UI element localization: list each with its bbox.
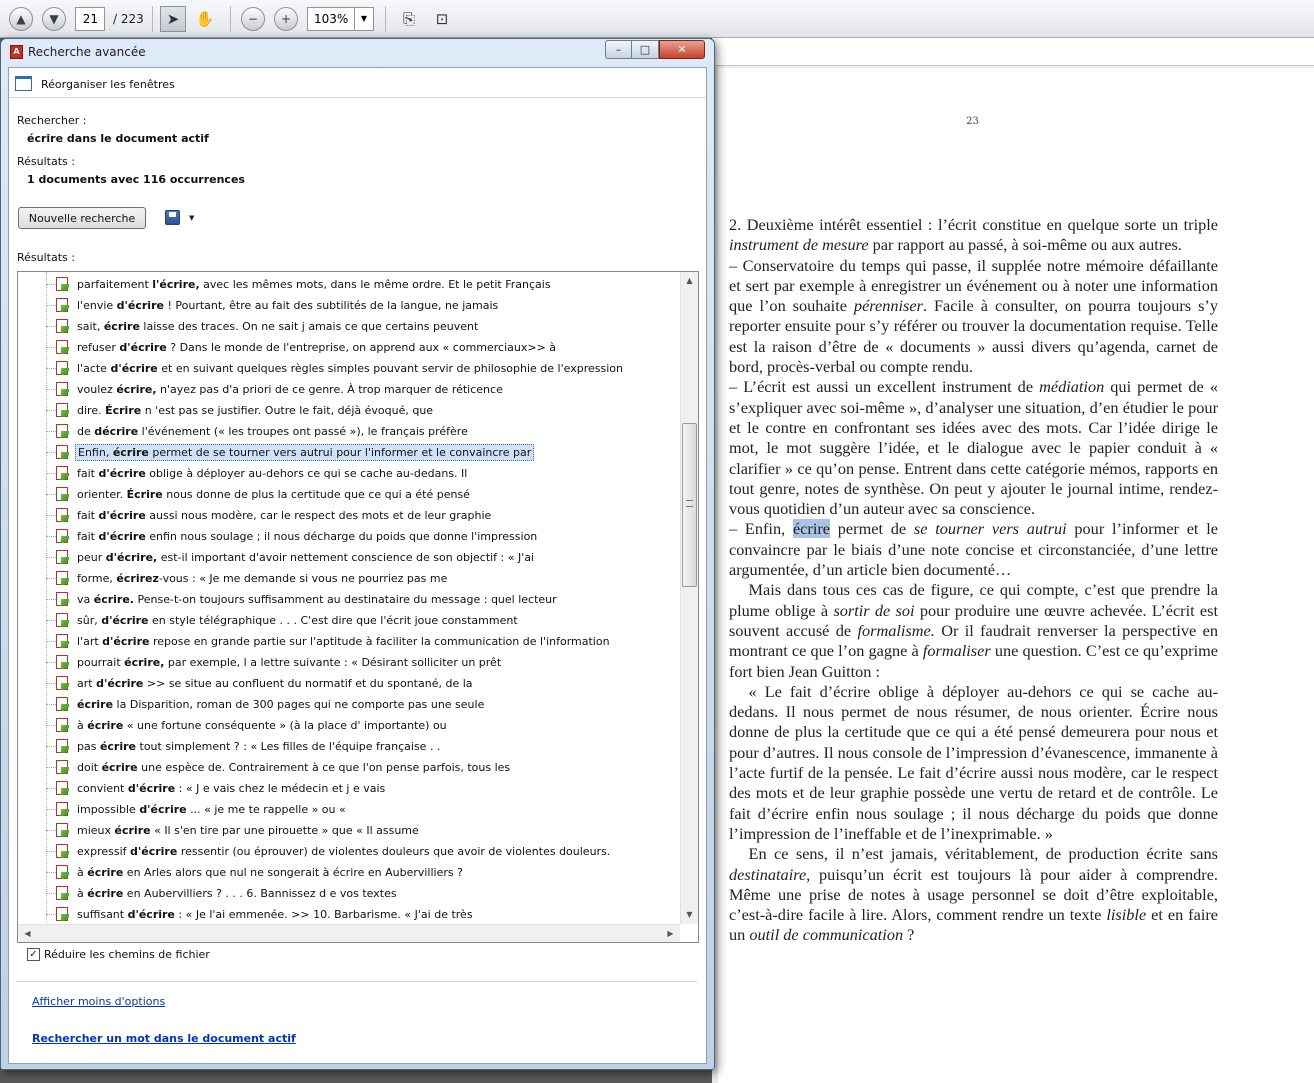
text-run: instrument de mesure	[729, 235, 869, 255]
result-text	[75, 571, 449, 586]
result-match: écrire	[87, 887, 124, 900]
result-text	[75, 655, 503, 670]
result-match: Écrire	[105, 404, 142, 417]
result-match: d'écrire,	[105, 551, 158, 564]
result-context-after: n 'est pas se justifier. Outre le fait, déjà évoqué, que	[141, 404, 434, 417]
result-match: d'écrire	[116, 299, 164, 312]
result-row[interactable]	[46, 379, 676, 400]
zoom-input[interactable]: 103%	[307, 7, 355, 31]
page-text	[729, 215, 1218, 946]
result-row[interactable]	[46, 358, 676, 379]
result-context-after: ! Pourtant, être au fait des subtilités de la langue, ne jamais	[163, 299, 499, 312]
text-run: « Le fait d’écrire oblige à déployer au-dehors ce qui se cache au-dedans. Il nous permet de nous résumer, de nous orienter. Écrire nous donne de plus la certitude que ce qui a été pensé demeurera pour nous et pour d’autres. Il nous console de l’impression d’évanescence, immanente à l’acte furtif de la pensée. Le fait d’écrire aussi nous modère, car le respect des mots et de leur graphie possède une vertu de retard et de contrôle. Le fait d’écrire enfin nous soulage ; il nous décharge du poids que donne l’impression de l’ineffable et de l’inexprimable. »	[729, 681, 1218, 843]
pdf-result-icon	[55, 529, 69, 544]
result-text	[75, 886, 399, 901]
result-match: écrire.	[93, 593, 134, 606]
text-run: permet de	[830, 519, 914, 539]
result-context-after: la Disparition, roman de 300 pages qui ne comporte pas une seule	[113, 698, 485, 711]
result-match: écrire	[87, 866, 124, 879]
result-context-before: sûr,	[77, 614, 102, 627]
advanced-search-dialog	[0, 38, 715, 1070]
text-run: pour l’informer et le convaincre par le biais d’une note concise et circonstanciée, d’une lettre argumentée, d’un article bien documenté…	[729, 519, 1218, 580]
result-match: d'écrire	[102, 635, 150, 648]
result-row[interactable]	[46, 778, 676, 799]
dialog-titlebar[interactable]	[1, 39, 714, 65]
result-match: d'écrire	[110, 362, 158, 375]
text-run: une question. C’est ce qu’exprime fort bien Jean Guitton :	[729, 641, 1218, 681]
new-search-button[interactable]: Nouvelle recherche	[18, 207, 146, 229]
result-context-before: de	[77, 425, 95, 438]
result-context-after: est-il important d'avoir nettement conscience de son objectif : « J'ai	[157, 551, 535, 564]
result-text	[75, 697, 486, 712]
result-context-after: l'événement (« les troupes ont passé »), le français préfère	[138, 425, 468, 438]
text-run: formalisme.	[857, 620, 935, 640]
pdf-result-icon	[55, 865, 69, 880]
result-context-before: forme,	[77, 572, 117, 585]
minimize-icon[interactable]: –	[605, 40, 632, 59]
less-options-link[interactable]: Afficher moins d'options	[32, 995, 166, 1008]
page-down-icon[interactable]: ▼	[42, 7, 66, 31]
result-row[interactable]	[46, 862, 676, 883]
result-row[interactable]	[46, 316, 676, 337]
result-row[interactable]	[46, 463, 676, 484]
dialog-content	[8, 67, 707, 1064]
result-text	[75, 802, 348, 817]
dialog-title: Recherche avancée	[28, 45, 146, 59]
result-match: décrire	[94, 425, 139, 438]
result-match: Écrire	[126, 488, 163, 501]
result-text	[75, 718, 449, 733]
window-icon[interactable]	[15, 76, 32, 91]
paragraph	[729, 256, 1218, 378]
pdf-result-icon	[55, 340, 69, 355]
divider	[17, 981, 697, 982]
paragraph	[729, 580, 1218, 681]
pdf-result-icon	[55, 424, 69, 439]
result-context-before: mieux	[77, 824, 115, 837]
acrobat-icon: A	[10, 45, 23, 59]
pdf-result-icon	[55, 802, 69, 817]
result-match: écrirez	[116, 572, 159, 585]
search-scope: écrire dans le document actif	[27, 132, 209, 145]
result-row[interactable]	[46, 820, 676, 841]
close-icon[interactable]: ✕	[659, 40, 705, 59]
result-context-before: pas	[77, 740, 100, 753]
result-row[interactable]	[46, 526, 676, 547]
result-context-after: : « J e vais chez le médecin et j e vais	[175, 782, 386, 795]
result-match: d'écrire	[96, 677, 144, 690]
result-context-after: « Il s'en tire par une pirouette » que « Il assume	[150, 824, 419, 837]
result-context-after: « une fortune conséquente » (à la place d' importante) ou	[123, 719, 447, 732]
result-context-after: aussi nous modère, car le respect des mots et de leur graphie	[145, 509, 492, 522]
result-row[interactable]	[46, 589, 676, 610]
text-run: destinataire,	[729, 864, 811, 884]
text-run: pour produire une œuvre achevée. L’écrit est souvent accusé de	[729, 600, 1218, 640]
result-context-after: : « Je l'ai emmenée. >> 10. Barbarisme. « J'ai de très	[174, 908, 473, 921]
scroll-up-icon[interactable]: ▲	[686, 276, 693, 285]
text-run: lisible	[1106, 905, 1147, 925]
result-match: écrire,	[124, 656, 165, 669]
results-label: Résultats :	[17, 155, 75, 168]
pdf-result-icon	[55, 844, 69, 859]
result-context-after: >> se situe au confluent du normatif et du spontané, de la	[143, 677, 473, 690]
toolbar-separator	[230, 6, 231, 32]
result-context-before: à	[77, 719, 88, 732]
result-context-before: orienter.	[77, 488, 127, 501]
result-text	[75, 319, 480, 334]
result-context-after: en Arles alors que nul ne songerait à écrire en Aubervilliers ?	[123, 866, 463, 879]
result-context-before: suffisant	[77, 908, 128, 921]
result-context-after: en style télégraphique . . . C'est dire que l'écrit joue constamment	[148, 614, 518, 627]
pdf-result-icon	[55, 277, 69, 292]
result-context-before: refuser	[77, 341, 120, 354]
pdf-result-icon	[55, 907, 69, 922]
result-match: d'écrire	[127, 908, 175, 921]
result-row[interactable]	[46, 421, 676, 442]
zoom-dropdown-icon[interactable]: ▼	[354, 7, 374, 31]
result-text	[75, 466, 469, 481]
scroll-right-icon[interactable]: ▶	[667, 929, 674, 938]
result-context-after: avec les mêmes mots, dans le même ordre. Et le petit Français	[199, 278, 551, 291]
result-context-after: permet de se tourner vers autrui pour l'informer et le convaincre par	[148, 446, 532, 459]
scroll-thumb[interactable]	[682, 423, 697, 587]
result-context-after: oblige à déployer au-dehors ce qui se cache au-dedans. Il	[145, 467, 468, 480]
text-run: se tourner vers autrui	[913, 519, 1067, 539]
result-context-before: peur	[77, 551, 106, 564]
text-run: et en faire un	[729, 905, 1218, 945]
result-match: d'écrire	[101, 614, 149, 627]
text-run: sortir de soi	[833, 600, 915, 620]
result-row[interactable]	[46, 442, 676, 463]
paragraph	[729, 844, 1218, 945]
result-row[interactable]	[46, 610, 676, 631]
result-text	[75, 361, 625, 376]
pdf-result-icon	[55, 319, 69, 334]
result-context-before: convient	[77, 782, 128, 795]
text-run: – Enfin,	[729, 519, 793, 539]
result-context-before: à	[77, 887, 88, 900]
result-context-before: fait	[77, 467, 99, 480]
result-context-before: parfaitement	[77, 278, 153, 291]
toolbar-separator	[152, 6, 153, 32]
paragraph	[729, 682, 1218, 844]
pdf-result-icon	[55, 298, 69, 313]
result-row[interactable]	[46, 505, 676, 526]
result-match: d'écrire	[98, 530, 146, 543]
result-row[interactable]	[46, 694, 676, 715]
pdf-result-icon	[55, 655, 69, 670]
result-text	[75, 487, 472, 502]
result-match: d'écrire	[98, 509, 146, 522]
result-row[interactable]	[46, 799, 676, 820]
pdf-result-icon	[55, 403, 69, 418]
result-text	[75, 676, 475, 691]
result-context-after: n'ayez pas d'a priori de ce genre. À trop marquer de réticence	[156, 383, 503, 396]
result-match: d'écrire	[98, 467, 146, 480]
result-context-before: fait	[77, 509, 99, 522]
pdf-result-icon	[55, 487, 69, 502]
result-text	[75, 823, 421, 838]
fit-page-icon[interactable]: ⎘	[402, 10, 415, 28]
result-text	[75, 634, 612, 649]
result-text	[75, 508, 493, 523]
result-text	[75, 865, 465, 880]
pdf-result-icon	[55, 361, 69, 376]
result-context-before: l'acte	[77, 362, 111, 375]
result-context-after: laisse des traces. On ne sait j amais ce que certains peuvent	[139, 320, 479, 333]
result-text	[75, 382, 505, 397]
reorganize-windows-label[interactable]: Réorganiser les fenêtres	[41, 78, 175, 91]
result-context-after: en Aubervilliers ? . . . 6. Bannissez d e vos textes	[123, 887, 397, 900]
result-context-before: Enfin,	[78, 446, 113, 459]
toolbar-separator	[385, 6, 386, 32]
pdf-result-icon	[55, 823, 69, 838]
result-text	[75, 529, 539, 544]
result-context-before: art	[77, 677, 97, 690]
result-row[interactable]	[46, 274, 676, 295]
result-row[interactable]	[46, 904, 676, 925]
result-context-after: tout simplement ? : « Les filles de l'équipe française . .	[136, 740, 441, 753]
result-context-before: impossible	[77, 803, 140, 816]
result-row[interactable]	[46, 568, 676, 589]
pdf-result-icon	[55, 676, 69, 691]
paragraph	[729, 215, 1218, 256]
text-run: ?	[903, 925, 915, 945]
result-text	[75, 298, 500, 313]
fit-width-icon[interactable]: ⊡	[435, 10, 449, 28]
text-run: puisqu’un écrit est toujours là pour aider à comprendre. Même une prise de notes à usage personnel se doit d’être exploitable, c’est-à-dire facile à lire. Alors, comment rendre un texte	[729, 864, 1218, 925]
save-icon[interactable]	[165, 210, 180, 225]
pdf-result-icon	[55, 508, 69, 523]
results-summary: 1 documents avec 116 occurrences	[27, 173, 245, 186]
result-row[interactable]	[46, 295, 676, 316]
result-match: écrire	[99, 740, 137, 753]
scroll-down-icon[interactable]: ▼	[686, 910, 693, 919]
result-context-after: par exemple, l a lettre suivante : « Désirant solliciter un prêt	[164, 656, 502, 669]
result-match: d'écrire	[139, 803, 187, 816]
search-highlight: écrire	[792, 519, 830, 539]
hand-tool-icon[interactable]: ✋	[195, 10, 215, 28]
scroll-left-icon[interactable]: ◀	[24, 929, 31, 938]
result-context-before: l'envie	[77, 299, 117, 312]
result-context-before: expressif	[77, 845, 131, 858]
text-run: médiation	[1039, 377, 1105, 397]
result-row[interactable]	[46, 757, 676, 778]
text-run: Mais dans tous ces cas de figure, ce qui compte, c’est que prendre la plume oblige à	[729, 580, 1218, 620]
pdf-result-icon	[55, 634, 69, 649]
result-context-before: fait	[77, 530, 99, 543]
page-number-input[interactable]: 21	[75, 7, 105, 31]
result-match: écrire	[87, 719, 124, 732]
result-context-after: et en suivant quelques règles simples pouvant servir de philosophie de l'expression	[157, 362, 623, 375]
pdf-result-icon	[55, 613, 69, 628]
text-run: qui permet de « s’expliquer avec soi-même », d’analyser une situation, d’en étudier le pour et le contre en confrontant ses idées avec des mots. Car l’idée dirige le mot, le mot suggère l’idée, et le dialogue avec le papier conduit à « clarifier » ce qu’on pense. Entrent dans cette catégorie mémos, rapports en tout genre, notes de synthèse. On peut y ajouter le journal intime, rendez-vous quotidien d’un auteur avec sa conscience.	[729, 377, 1218, 519]
result-row[interactable]	[46, 547, 676, 568]
result-row[interactable]	[46, 400, 676, 421]
pdf-result-icon	[55, 445, 69, 460]
text-run: . Facile à consulter, on pourra toujours s’y reporter ensuite pour s’y référer ou trouver la documentation requise. Telle est la raison d’être de « documents » aussi divers qu’agenda, carnet de bord, procès-verbal ou compte rendu.	[729, 296, 1218, 377]
result-row[interactable]	[46, 883, 676, 904]
page-number: 23	[966, 116, 979, 127]
result-context-after: ressentir (ou éprouver) de violentes douleurs que avoir de violentes douleurs.	[177, 845, 611, 858]
result-context-before: pourrait	[77, 656, 125, 669]
text-run: outil de communication	[749, 925, 904, 945]
result-text	[75, 781, 387, 796]
result-match: d'écrire	[130, 845, 178, 858]
result-match: écrire	[114, 824, 151, 837]
paragraph	[729, 519, 1218, 580]
zoom-out-icon[interactable]: −	[241, 7, 265, 31]
text-run: Or il faudrait renverser la perspective en montrant ce que l’on gagne à	[729, 620, 1219, 661]
pdf-page[interactable]	[718, 68, 1314, 1083]
result-context-before: doit	[77, 761, 102, 774]
result-match: d'écrire	[119, 341, 167, 354]
result-match: écrire	[77, 698, 114, 711]
result-context-after: nous donne de plus la certitude que ce qui a été pensé	[162, 488, 470, 501]
result-context-after: enfin nous soulage ; il nous décharge du poids que donne l'impression	[145, 530, 538, 543]
result-context-after: -vous : « Je me demande si vous ne pourriez pas me	[158, 572, 448, 585]
text-run: – L’écrit est aussi un excellent instrument de	[729, 377, 1040, 397]
select-tool-icon[interactable]: ➤	[160, 6, 186, 32]
pdf-result-icon	[55, 739, 69, 754]
pdf-result-icon	[55, 550, 69, 565]
result-context-before: dire.	[77, 404, 106, 417]
result-text	[75, 844, 612, 859]
result-context-after: ? Dans le monde de l'entreprise, on apprend aux « commerciaux>> à	[166, 341, 557, 354]
pdf-result-icon	[55, 571, 69, 586]
reorganize-bar	[9, 68, 706, 98]
text-run: pérenniser	[853, 296, 923, 316]
reduce-paths-checkbox[interactable]: ✓	[27, 948, 40, 961]
result-context-before: va	[77, 593, 94, 606]
maximize-icon[interactable]: □	[632, 40, 659, 59]
result-text	[75, 340, 558, 355]
search-label: Rechercher :	[17, 114, 87, 127]
results-list-label: Résultats :	[17, 251, 75, 264]
result-context-before: sait,	[77, 320, 104, 333]
result-row[interactable]	[46, 841, 676, 862]
result-context-before: l'art	[77, 635, 103, 648]
pdf-result-icon	[55, 760, 69, 775]
result-row[interactable]	[46, 631, 676, 652]
result-row[interactable]	[46, 715, 676, 736]
result-text	[75, 613, 520, 628]
page-up-icon[interactable]: ▲	[9, 7, 33, 31]
result-match: écrire,	[116, 383, 157, 396]
pdf-result-icon	[55, 781, 69, 796]
result-text	[75, 739, 442, 754]
result-row[interactable]	[46, 652, 676, 673]
text-run: 2. Deuxième intérêt essentiel : l’écrit constitue en quelque sorte un triple	[729, 215, 1218, 234]
zoom-in-icon[interactable]: +	[274, 7, 298, 31]
result-context-after: ... « je me te rappelle » ou «	[186, 803, 346, 816]
result-text	[75, 424, 470, 439]
result-row[interactable]	[46, 736, 676, 757]
pdf-result-icon	[55, 592, 69, 607]
result-text	[75, 444, 534, 461]
result-text	[75, 277, 553, 292]
result-match: d'écrire	[127, 782, 176, 795]
text-run: En ce sens, il n’est jamais, véritablement, de production écrite sans	[748, 844, 1218, 864]
previous-page-edge	[712, 38, 1314, 66]
result-text	[75, 760, 512, 775]
pdf-result-icon	[55, 886, 69, 901]
result-match: l'écrire,	[152, 278, 200, 291]
result-match: écrire	[112, 446, 149, 459]
chevron-down-icon[interactable]: ▼	[189, 214, 195, 222]
result-match: écrire	[103, 320, 140, 333]
reduce-paths-label[interactable]: Réduire les chemins de fichier	[44, 948, 210, 961]
result-context-before: voulez	[77, 383, 117, 396]
result-context-after: repose en grande partie sur l'aptitude à faciliter la communication de l'information	[149, 635, 610, 648]
result-context-after: une espèce de. Contrairement à ce que l'on pense parfois, tous les	[137, 761, 511, 774]
result-context-after: Pense-t-on toujours suffisamment au destinataire du message : quel lecteur	[134, 593, 557, 606]
result-text	[75, 907, 475, 922]
pdf-result-icon	[55, 718, 69, 733]
result-text	[75, 403, 435, 418]
text-run: par rapport au passé, à soi-même ou aux autres.	[868, 235, 1182, 255]
result-text	[75, 592, 559, 607]
results-list[interactable]	[17, 271, 699, 943]
result-row[interactable]	[46, 337, 676, 358]
pdf-result-icon	[55, 697, 69, 712]
paragraph	[729, 377, 1218, 519]
toolbar	[0, 0, 1314, 38]
result-text	[75, 550, 536, 565]
page-total: / 223	[113, 12, 144, 26]
result-row[interactable]	[46, 673, 676, 694]
vertical-scrollbar[interactable]	[680, 272, 698, 924]
result-context-before: à	[77, 866, 88, 879]
text-run: – Conservatoire du temps qui passe, il supplée notre mémoire défaillante et sert par exemple à enregistrer un événement ou à noter une information que l’on souhaite	[729, 255, 1218, 316]
search-word-link[interactable]: Rechercher un mot dans le document actif	[32, 1032, 296, 1045]
pdf-result-icon	[55, 382, 69, 397]
text-run: formaliser	[922, 641, 991, 661]
pdf-result-icon	[55, 466, 69, 481]
document-area	[712, 38, 1314, 1083]
horizontal-scrollbar[interactable]	[18, 924, 680, 942]
result-match: écrire	[101, 761, 138, 774]
grip-icon	[686, 500, 693, 507]
result-row[interactable]	[46, 484, 676, 505]
